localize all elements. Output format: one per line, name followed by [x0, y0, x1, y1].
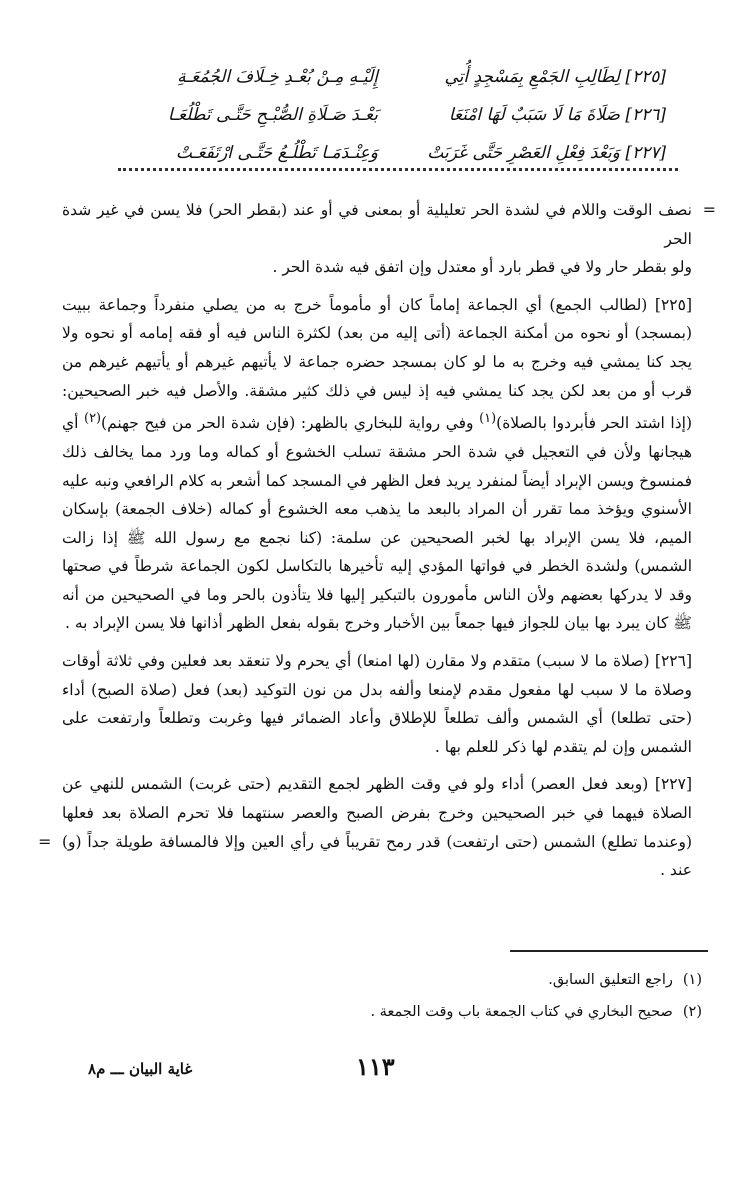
- continuation-paragraph: [62, 196, 716, 282]
- footnote-rule: [510, 950, 708, 952]
- paragraph-227: [٢٢٧] (وبعد فعل العصر) أداء ولو في وقت الظهر لجمع التقديم (حتى غربت) الشمس للنهي عن الصلاة فيهما في خبر الصحيحين وخرج بفرض الصبح والعصر سنتهما فلا تحرم الصلاة بعد فعلها (وعندما تطلع) الشمس (حتى ارتفعت) قدر رمح تقريباً في رأي العين وإلا فالمسافة طويلة جداً (و) عند .: [62, 775, 692, 880]
- paragraph-226: [٢٢٦] (صلاة ما لا سبب) متقدم ولا مقارن (لها امنعا) أي يحرم ولا تنعقد بعد فعلين وفي ثلاثة أوقات وصلاة ما لا سبب لها مفعول مقدم لإمنعا وألفه بدل من نون التوكيد (بعد) فعل (صلاة الصبح) أداء (حتى تطلعا) أي الشمس وألف تطلعاً للإطلاق وأعاد الضمائر فيها وغربت وتطلعاً وارتفعت على الشمس وإن لم يتقدم لها ذكر للعلم بها .: [62, 652, 692, 756]
- page-number: ١١٣: [356, 1052, 395, 1081]
- continuation-mark: =: [702, 200, 716, 219]
- footnote-ref[interactable]: (٢): [84, 411, 102, 427]
- running-title: غاية البيان ـــ م٨: [88, 1060, 193, 1078]
- verse-text: وَبَعْدَ فِعْلِ العَصْرِ حَتَّى غَرَبَتْ: [427, 143, 620, 163]
- verse-second-hemistich: وَعِنْـدَمَـا تَطْلُـعُ حَتَّـى ارْتَفَعَـتْ: [175, 143, 378, 163]
- footnote-ref[interactable]: (١): [479, 411, 497, 427]
- verse-number: [٢٢٥]: [625, 67, 666, 87]
- verse-first-hemistich: [396, 105, 666, 125]
- verse-number: [٢٢٧]: [625, 143, 666, 163]
- verse-number: [٢٢٦]: [625, 105, 666, 125]
- verse-first-hemistich: [396, 143, 666, 163]
- verse-line: [118, 96, 666, 134]
- verse-block: [118, 58, 666, 172]
- dotted-separator: [118, 168, 678, 171]
- intro-line: نصف الوقت واللام في لشدة الحر تعليلية أو بمعنى في أو عند (بقطر الحر) فلا يسن في غير شدة الحر: [62, 201, 692, 248]
- verse-line: [118, 134, 666, 172]
- verse-line: [118, 58, 666, 96]
- verse-text: صَلَاةَ مَا لَا سَبَبٌ لَهَا امْنَعَا: [448, 105, 620, 125]
- verse-second-hemistich: إِلَيْـهِ مِـنْ بُعْـدِ خِـلَافَ الجُمُعَـةِ: [177, 67, 378, 87]
- footnote: [82, 1004, 702, 1020]
- intro-line: ولو بقطر حار ولا في قطر بارد أو معتدل وإن اتفق فيه شدة الحر .: [272, 258, 692, 277]
- verse-second-hemistich: بَعْـدَ صَـلَاةِ الصُّبْـحِ حَتَّـى تَطْلُعَـا: [167, 105, 378, 125]
- continuation-mark: =: [38, 832, 52, 852]
- verse-text: لِطَالِبِ الجَمْعِ بِمَسْجِدٍ أُتِي: [444, 67, 620, 87]
- footnote: [82, 972, 702, 988]
- footnote-number: (٢): [682, 1004, 702, 1020]
- verse-first-hemistich: [396, 67, 666, 87]
- paragraph-225: [٢٢٥] (لطالب الجمع) أي الجماعة إماماً كان أو مأموماً خرج به من يصلي منفرداً وجماعة ببيت (بمسجد) أو نحوه من أمكنة الجماعة (أتى إليه من بعد) لكثرة الناس فيه أو فقه إمامه أو نحوه ولا يجد كنا يمشي فيه وخرج به ما لو كان بمسجد حضره جماعة لا يأتيهم غيرهم أو يأتيهم غيرهم من قرب أو من بعد لكن يجد كنا يمشي فيه إذ ليس في ذلك كثير مشقة. والأصل فيه خبر الصحيحين: (إذا اشتد الحر فأبردوا بالصلاة)$^{(١)}$ وفي رواية للبخاري بالظهر: (فإن شدة الحر من فيح جهنم)$^{(٢)}$ أي هيجانها ولأن في التعجيل في شدة الحر مشقة تسلب الخشوع أو كماله وما ورد مما يخالف ذلك فمنسوخ ويسن الإبراد أيضاً لمنفرد يريد فعل الظهر في المسجد كما أشعر به كلام الرافعي ونبه عليه الأسنوي ويؤخذ مما تقرر أن المراد بالبعد ما يذهب معه الخشوع أو كماله (خلاف الجمعة) بإسكان الميم، فلا يسن الإبراد بها لخبر الصحيحين عن سلمة: (كنا نجمع مع رسول الله ﷺ إذا زالت الشمس) ولشدة الخطر في فواتها المؤدي إليه تأخيرها بالتكاسل لكون الجماعة شرطاً في صحتها وقد لا يدركها بعضهم ولأن الناس مأمورون بالتبكير إليها فلا يتأذون بالحر وما في الصحيحين من أنه ﷺ كان يبرد بها بيان للجواز فيها جمعاً بين الأخبار وخرج بقوله بفعل الظهر أذانها فلا يسن الإبراد به .: [62, 295, 692, 633]
- footnote-text: صحيح البخاري في كتاب الجمعة باب وقت الجمعة .: [370, 1004, 673, 1020]
- paragraph-227-wrap: [38, 770, 692, 884]
- footnote-text: راجع التعليق السابق.: [548, 972, 673, 988]
- footnote-number: (١): [682, 972, 702, 988]
- commentary-body: [38, 196, 716, 885]
